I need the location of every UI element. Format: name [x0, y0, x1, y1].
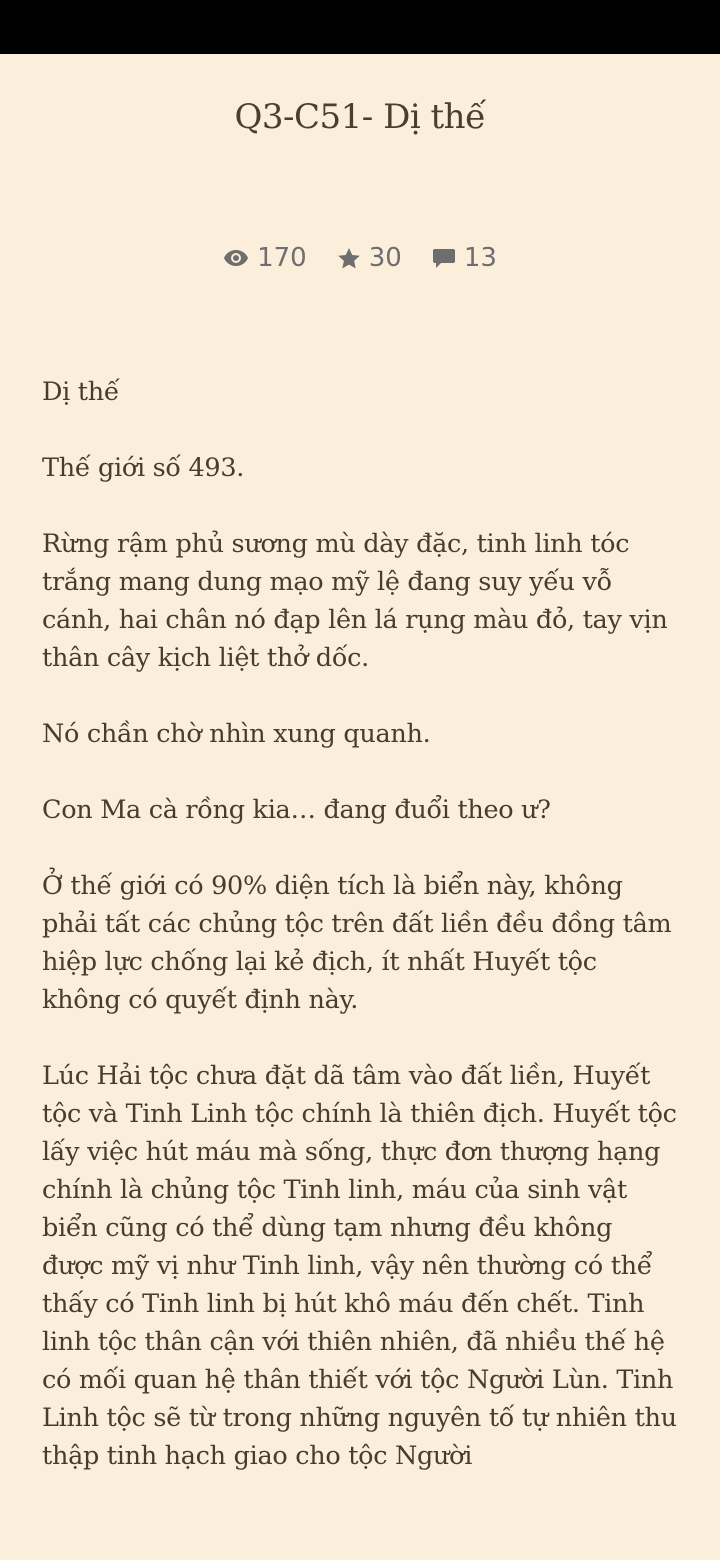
views-stat — [223, 243, 307, 273]
eye-icon — [223, 249, 249, 267]
paragraph: Dị thế — [42, 377, 120, 407]
chapter-content — [0, 373, 720, 1475]
views-count: 170 — [257, 243, 307, 273]
comments-stat — [432, 243, 497, 273]
star-icon — [337, 247, 361, 270]
paragraph: Lúc Hải tộc chưa đặt dã tâm vào đất liền, Huyết tộc và Tinh Linh tộc chính là thiên địch. Huyết tộc lấy việc hút máu mà sống, thực đơn thượng hạng chính là chủng tộc Tinh linh, máu của sinh vật biển cũng có thể dùng tạm nhưng đều không được mỹ vị như Tinh linh, vậy nên thường có thể thấy có Tinh linh bị hút khô máu đến chết. Tinh linh tộc thân cận với thiên nhiên, đã nhiều thế hệ có mối quan hệ thân thiết với tộc Người Lùn. Tinh Linh tộc sẽ từ trong những nguyên tố tự nhiên thu thập tinh hạch giao cho tộc Người — [42, 1061, 677, 1471]
comment-icon — [432, 247, 456, 269]
status-bar — [0, 0, 720, 54]
paragraph: Nó chần chờ nhìn xung quanh. — [42, 719, 431, 749]
stars-count: 30 — [368, 243, 402, 273]
paragraph: Ở thế giới có 90% diện tích là biển này, không phải tất các chủng tộc trên đất liền đều đồng tâm hiệp lực chống lại kẻ địch, ít nhất Huyết tộc không có quyết định này. — [42, 871, 672, 1015]
paragraph: Rừng rậm phủ sương mù dày đặc, tinh linh tóc trắng mang dung mạo mỹ lệ đang suy yếu vỗ cánh, hai chân nó đạp lên lá rụng màu đỏ, tay vịn thân cây kịch liệt thở dốc. — [42, 529, 668, 673]
paragraph: Thế giới số 493. — [42, 453, 245, 483]
chapter-title: Q3-C51- Dị thế — [234, 97, 486, 137]
stars-stat — [337, 243, 402, 273]
paragraph: Con Ma cà rồng kia… đang đuổi theo ư? — [42, 795, 551, 825]
comments-count: 13 — [463, 243, 497, 273]
chapter-stats — [0, 243, 720, 273]
